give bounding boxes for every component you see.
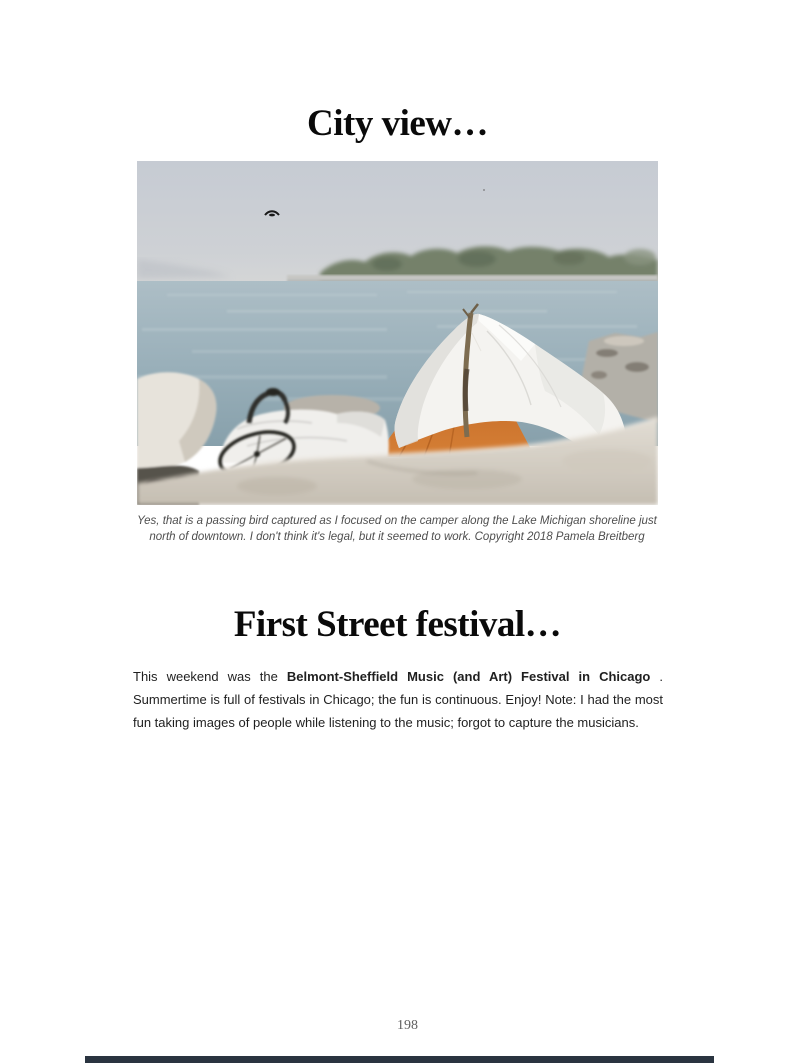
photo-caption-line2: north of downtown. I don't think it's legal, but it seemed to work. Copyright 2018 Pamela Breitberg <box>149 531 645 543</box>
post-title-first-street-festival: First Street festival… <box>233 604 562 645</box>
photo-caption-line1: Yes, that is a passing bird captured as I focused on the camper along the Lake Michigan shoreline just <box>137 515 657 527</box>
shoreline-photo-graphic <box>137 161 658 505</box>
bottom-bar <box>85 1056 714 1063</box>
shoreline-photo <box>137 161 658 505</box>
photo-shoreline <box>287 275 658 282</box>
photo-caption <box>117 513 677 545</box>
paragraph-text-post: . Summertime is full of festivals in Chicago; the fun is continuous. Enjoy! Note: I had the most fun taking images of people while listening to the music; forgot to capture the musicians. <box>133 669 663 730</box>
page-number: 198 <box>397 1018 418 1033</box>
paragraph-text-pre: This weekend was the <box>133 669 287 684</box>
post-title-city-view: City view… <box>307 103 488 144</box>
paragraph-festival-name: Belmont-Sheffield Music (and Art) Festival in Chicago <box>286 669 651 684</box>
post-body-paragraph <box>133 665 663 734</box>
